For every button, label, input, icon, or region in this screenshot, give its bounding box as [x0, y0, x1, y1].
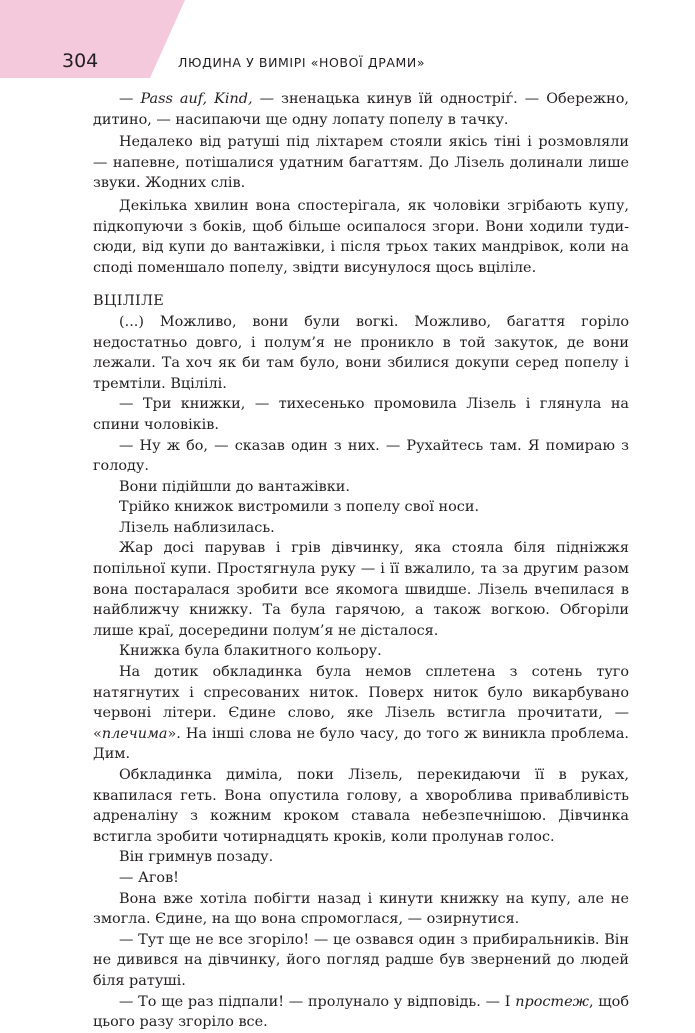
paragraph: — Агов! — [119, 869, 179, 886]
text-run: ». На інші слова не було часу, до того ж виникла проблема. Дим. — [93, 725, 629, 763]
italic-text: Pass auf, Kind, — [140, 91, 253, 107]
page-body — [93, 89, 629, 1033]
paragraph: Вони підійшли до вантажівки. — [119, 478, 350, 495]
paragraph: Недалеко від ратуші під ліхтарем стояли якісь тіні і розмовляли — напевне, потішалися удатним багаттям. До Лізель долинали лише звуки. Жодних слів. — [93, 134, 629, 192]
paragraph: Він гримнув позаду. — [119, 849, 274, 866]
paragraph — [93, 992, 629, 1033]
paragraph: — Ну ж бо, — сказав один з них. — Рухайтесь там. Я помираю з голоду. — [93, 437, 629, 475]
paragraph: (...) Можливо, вони були вогкі. Можливо, багаття горіло недостатньо довго, і полум’я не проникло в той закуток, де вони лежали. Та хоч як би там було, вони збилися докупи серед попелу і тремтіли. Вцілілі. — [93, 313, 629, 392]
text-run: — зненацька кинув їй одностріѓ. — Обережно, дитино, — насипаючи ще одну лопату попелу в тачку. — [93, 91, 629, 128]
paragraph: Вона вже хотіла побігти назад і кинути книжку на купу, але не змогла. Єдине, на що вона спромоглася, — озирнутися. — [93, 890, 629, 928]
paragraph: Лізель наблизилась. — [119, 519, 275, 536]
paragraph: — Тут ще не все згоріло! — це озвався один з прибиральників. Він не дивився на дівчинку, його погляд радше був звернений до людей біля ратуші. — [93, 931, 629, 989]
text-run: — — [119, 91, 141, 107]
page-number: 304 — [62, 50, 99, 72]
section-heading: ВЦІЛІЛЕ — [93, 293, 165, 310]
paragraph — [93, 89, 629, 130]
paragraph: Декілька хвилин вона спостерігала, як чоловіки згрібають купу, підкопуючи з боків, щоб більше осипалося згори. Вони ходили туди-сюди, від купи до вантажівки, і після трьох таких мандрівок, коли на споді поменшало попелу, звідти висунулося щось вціліле. — [93, 197, 629, 276]
running-title: ЛЮДИНА У ВИМІРІ «НОВОЇ ДРАМИ» — [178, 55, 426, 70]
paragraph: Обкладинка диміла, поки Лізель, перекидаючи її в руках, квапилася геть. Вона опустила голову, а хвороблива привабливість адреналіну з кожним кроком ставала небезпечнішою. Дівчинка встигла зробити чотирнадцять кроків, коли пролунав голос. — [93, 767, 629, 845]
italic-text: простеж — [515, 993, 589, 1010]
paragraph: Книжка була блакитного кольору. — [119, 643, 382, 660]
paragraph: Жар досі парував і грів дівчинку, яка стояла біля підніжжя попільної купи. Простягнула руку — і її вжалило, та за другим разом вона постаралася зробити все якомога швидше. Лізель вчепилася в найближчу книжку. Та була гарячою, а також вогкою. Обгоріли лише краї, досередини полум’я не дісталося. — [93, 540, 629, 639]
paragraph — [93, 662, 629, 765]
italic-text: плечима — [101, 725, 168, 742]
text-run: , щоб цього разу згоріло все. — [93, 993, 630, 1031]
text-run: — То ще раз підпали! — пролунало у відповідь. — І — [119, 993, 516, 1010]
paragraph: — Три книжки, — тихесенько промовила Лізель і глянула на спини чоловіків. — [93, 396, 629, 433]
text-run: На дотик обкладинка була немов сплетена з сотень туго натягнутих і спресованих ниток. Поверх ниток було викарбувано червоні літери. Єдине слово, яке Лізель встигла прочитати, — « — [93, 664, 629, 742]
paragraph: Трійко книжок вистромили з попелу свої носи. — [119, 499, 480, 516]
